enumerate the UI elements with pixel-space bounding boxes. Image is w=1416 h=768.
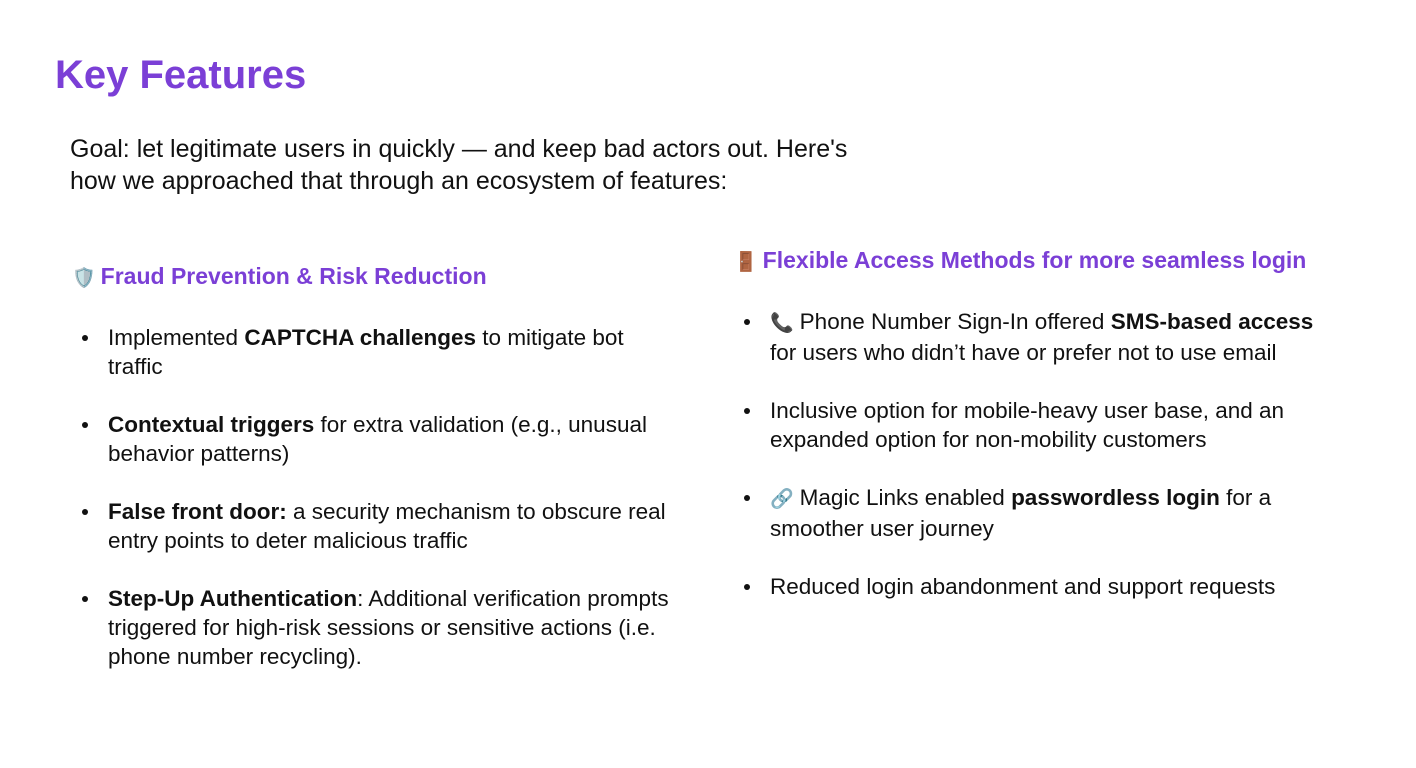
list-item: Implemented CAPTCHA challenges to mitigate bot traffic: [72, 323, 672, 381]
list-item: 📞 Phone Number Sign-In offered SMS-based access for users who didn’t have or prefer not to use email: [734, 307, 1324, 367]
fraud-prevention-list: [72, 323, 672, 671]
phone-icon: 📞: [770, 313, 794, 334]
shield-icon: 🛡️: [72, 268, 96, 289]
list-item: Step-Up Authentication: Additional verification prompts triggered for high-risk sessions or sensitive actions (i.e. phone number recycling).: [72, 584, 672, 671]
flexible-access-section: [734, 246, 1324, 601]
section-heading-label: Flexible Access Methods for more seamless login: [762, 247, 1307, 273]
section-heading-label: Fraud Prevention & Risk Reduction: [100, 263, 487, 289]
section-heading-access: [734, 246, 1324, 277]
page-title: Key Features: [55, 53, 307, 97]
door-icon: 🚪: [734, 252, 758, 273]
list-item: Inclusive option for mobile-heavy user base, and an expanded option for non-mobility customers: [734, 396, 1324, 454]
list-item: Reduced login abandonment and support requests: [734, 572, 1324, 601]
link-icon: 🔗: [770, 489, 794, 510]
fraud-prevention-section: [72, 262, 672, 671]
intro-text: Goal: let legitimate users in quickly — and keep bad actors out. Here's how we approached that through an ecosystem of features:: [70, 135, 848, 195]
section-heading-fraud: [72, 262, 672, 293]
list-item: 🔗 Magic Links enabled passwordless login for a smoother user journey: [734, 483, 1324, 543]
list-item: False front door: a security mechanism to obscure real entry points to deter malicious traffic: [72, 497, 672, 555]
list-item: Contextual triggers for extra validation (e.g., unusual behavior patterns): [72, 410, 672, 468]
flexible-access-list: [734, 307, 1324, 601]
